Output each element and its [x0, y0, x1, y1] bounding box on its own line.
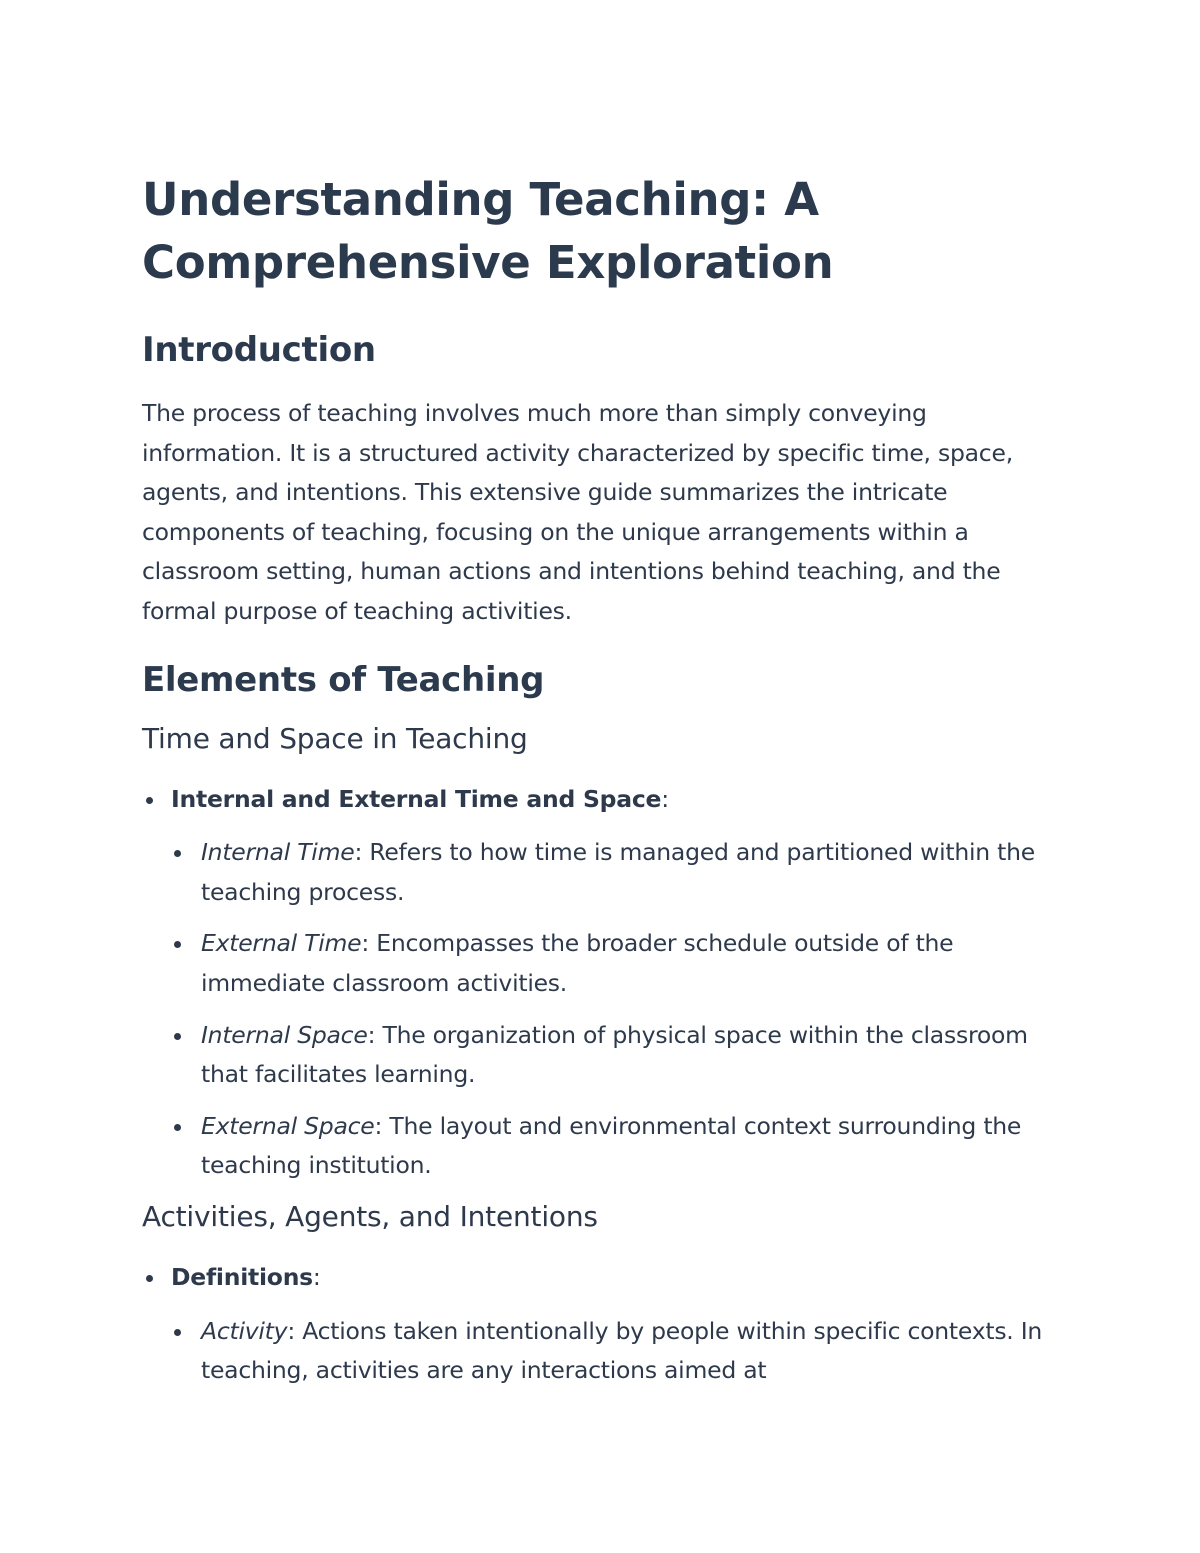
definition: Refers to how time is managed and partitioned within the teaching process. [201, 838, 1035, 906]
term: Internal Space [201, 1020, 368, 1049]
list-item: Internal and External Time and Space: Internal Time: Refers to how time is managed and partitioned within the teaching process. External Time: Encompasses the broader schedule outside of the immediate classroom activities. Internal Space: The organization of physical space within the classroom that facilitates learning. External Space: The layout and environmental context surrounding the teaching institution. [142, 780, 1060, 1186]
definition: Encompasses the broader schedule outside of the immediate classroom activities. [201, 929, 954, 997]
list-item: Definitions: Activity: Actions taken intentionally by people within specific contexts. In teaching, activities are any interactions aimed at [142, 1258, 1060, 1391]
bullet-icon [174, 1329, 181, 1336]
activities-list [142, 1258, 1060, 1391]
activities-sublist [171, 1312, 1060, 1391]
bullet-icon [174, 850, 181, 857]
list-item: External Space: The layout and environmental context surrounding the teaching institution. [171, 1107, 1071, 1186]
activities-heading: Activities, Agents, and Intentions [142, 1199, 598, 1233]
term: External Time [201, 929, 362, 958]
term: External Space [201, 1111, 375, 1140]
term: Internal Time [201, 838, 355, 867]
time-space-heading: Time and Space in Teaching [142, 721, 528, 755]
bullet-icon [174, 1124, 181, 1131]
document-title: Understanding Teaching: A Comprehensive Exploration [142, 173, 834, 289]
bullet-icon [174, 1033, 181, 1040]
bullet-icon [146, 1275, 153, 1282]
elements-heading: Elements of Teaching [142, 659, 545, 700]
bullet-icon [174, 941, 181, 948]
introduction-paragraph: The process of teaching involves much more than simply conveying information. It is a structured activity characterized by specific time, space, agents, and intentions. This extensive guide summarizes the intricate components of teaching, focusing on the unique arrangements within a classroom setting, human actions and intentions behind teaching, and the formal purpose of teaching activities. [142, 399, 1013, 625]
list-item: Activity: Actions taken intentionally by people within specific contexts. In teaching, activities are any interactions aimed at [171, 1312, 1071, 1391]
definition: Actions taken intentionally by people within specific contexts. In teaching, activities are any interactions aimed at [201, 1316, 1043, 1385]
list-item: Internal Space: The organization of physical space within the classroom that facilitates learning. [171, 1016, 1071, 1095]
list-item-label: Definitions [171, 1262, 313, 1291]
term: Activity [201, 1316, 288, 1345]
bullet-icon [146, 797, 153, 804]
definition: The organization of physical space within the classroom that facilitates learning. [201, 1020, 1028, 1089]
time-space-sublist [171, 833, 1060, 1186]
definition: The layout and environmental context surrounding the teaching institution. [201, 1111, 1022, 1180]
time-space-list [142, 780, 1060, 1186]
list-item: External Time: Encompasses the broader schedule outside of the immediate classroom activities. [171, 924, 1071, 1003]
introduction-heading: Introduction [142, 330, 376, 370]
list-item: Internal Time: Refers to how time is managed and partitioned within the teaching process. [171, 833, 1071, 912]
list-item-label: Internal and External Time and Space [171, 784, 662, 813]
